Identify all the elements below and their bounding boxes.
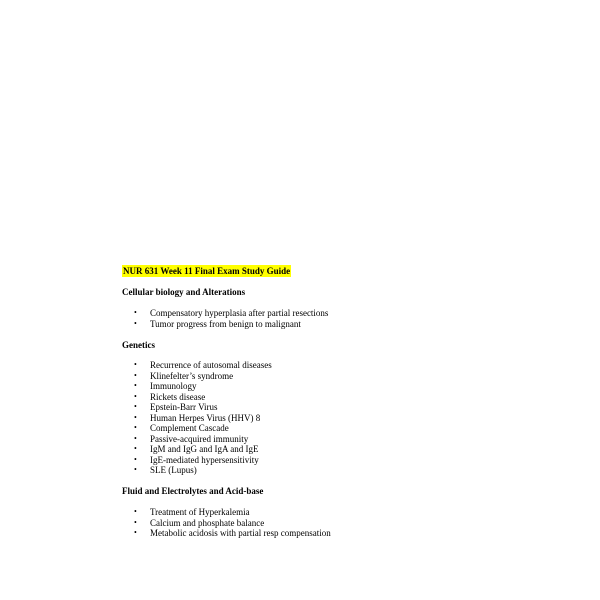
list-item: [134, 518, 331, 529]
section-heading-fluid-electrolytes: Fluid and Electrolytes and Acid-base: [122, 486, 264, 496]
list-item-text: SLE (Lupus): [150, 465, 197, 475]
bullet-icon: •: [134, 391, 137, 401]
document-title: NUR 631 Week 11 Final Exam Study Guide: [123, 266, 291, 276]
list-item-text: Rickets disease: [150, 391, 206, 402]
bullet-icon: •: [134, 444, 137, 453]
list-item-text: Human Herpes Virus (HHV) 8: [150, 412, 261, 423]
list-item: [134, 528, 331, 539]
list-item-text: Recurrence of autosomal diseases: [150, 360, 272, 370]
list-item-text: Klinefelter’s syndrome: [150, 370, 234, 381]
list-item-text: Tumor progress from benign to malignant: [150, 318, 301, 329]
bullet-icon: •: [134, 360, 137, 369]
list-item: [134, 360, 272, 371]
list-item: [134, 319, 328, 330]
bullet-icon: •: [134, 381, 137, 390]
bullet-list-cellular-biology: [134, 308, 328, 329]
bullet-icon: •: [134, 402, 137, 411]
list-item: [134, 465, 272, 476]
list-item: [134, 434, 272, 445]
bullet-icon: •: [134, 517, 137, 527]
list-item: [134, 413, 272, 424]
bullet-list-fluid-electrolytes: [134, 507, 331, 539]
list-item: [134, 455, 272, 466]
bullet-icon: •: [134, 318, 137, 328]
bullet-icon: •: [134, 370, 137, 380]
list-item-text: IgM and IgG and IgA and IgE: [150, 444, 259, 454]
list-item-text: Passive-acquired immunity: [150, 433, 249, 444]
bullet-icon: •: [134, 528, 137, 537]
list-item: [134, 392, 272, 403]
list-item: [134, 507, 331, 518]
bullet-icon: •: [134, 433, 137, 443]
list-item: [134, 371, 272, 382]
list-item-text: Calcium and phosphate balance: [150, 517, 265, 528]
bullet-icon: •: [134, 454, 137, 464]
list-item: [134, 381, 272, 392]
bullet-icon: •: [134, 465, 137, 474]
list-item-text: Compensatory hyperplasia after partial resections: [150, 308, 329, 318]
list-item: [134, 423, 272, 434]
bullet-icon: •: [134, 423, 137, 432]
bullet-icon: •: [134, 507, 137, 516]
bullet-list-genetics: [134, 360, 272, 476]
bullet-icon: •: [134, 308, 137, 317]
list-item-text: IgE-mediated hypersensitivity: [150, 454, 259, 465]
list-item-text: Complement Cascade: [150, 423, 229, 433]
list-item-text: Epstein-Barr Virus: [150, 402, 218, 412]
bullet-icon: •: [134, 412, 137, 422]
list-item-text: Immunology: [150, 381, 197, 391]
section-heading-cellular-biology: Cellular biology and Alterations: [122, 287, 246, 297]
list-item: [134, 444, 272, 455]
list-item: [134, 402, 272, 413]
list-item: [134, 308, 328, 319]
list-item-text: Treatment of Hyperkalemia: [150, 507, 250, 517]
list-item-text: Metabolic acidosis with partial resp compensation: [150, 528, 331, 538]
section-heading-genetics: Genetics: [122, 340, 155, 350]
